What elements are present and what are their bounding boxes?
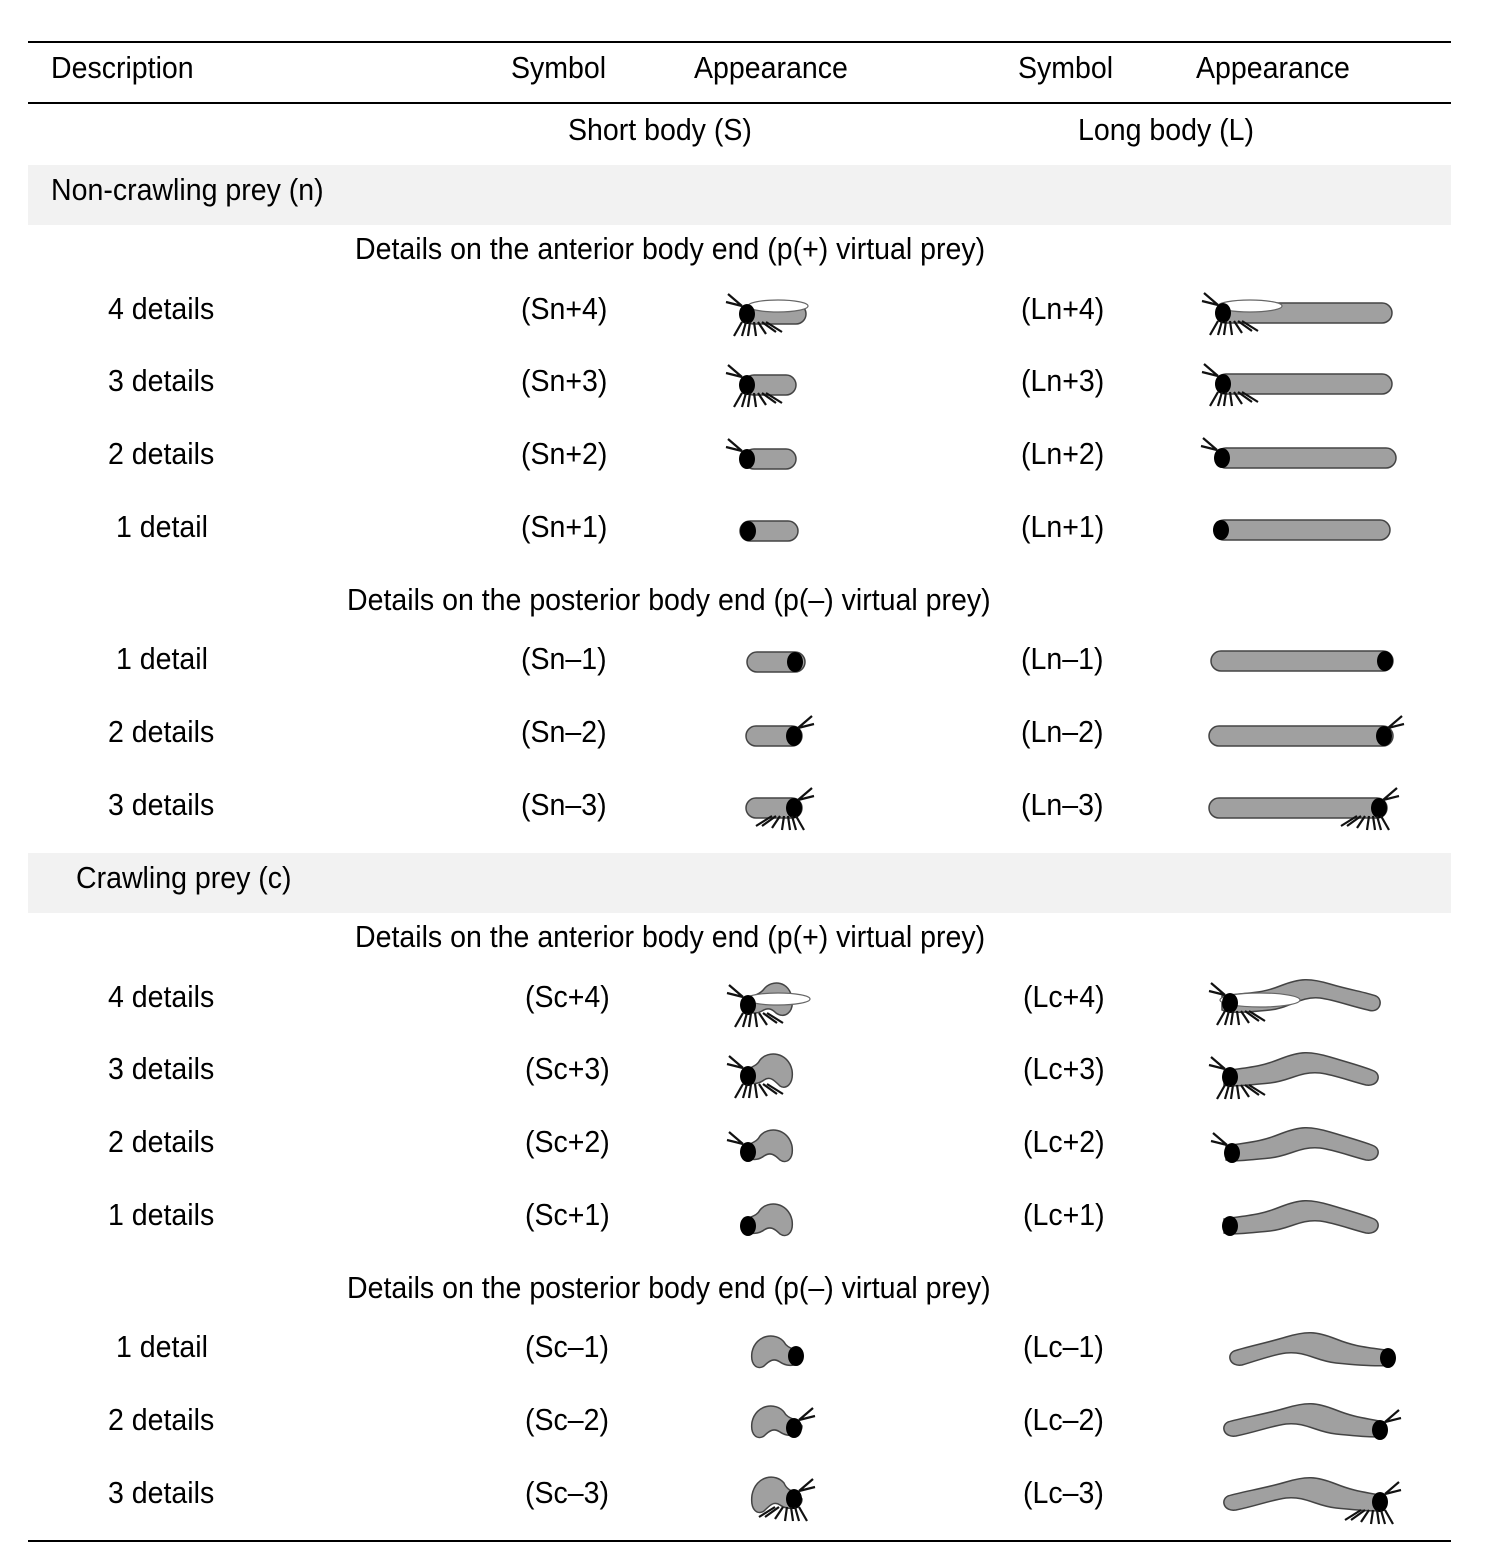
long-straight-anterior-3-details-icon — [1200, 365, 1400, 409]
row-short-symbol: (Sn+4) — [521, 291, 608, 326]
row-long-symbol: (Lc+3) — [1023, 1051, 1105, 1086]
row-long-symbol: (Lc–2) — [1023, 1402, 1104, 1437]
row-description: 1 detail — [116, 1329, 208, 1364]
short-straight-anterior-2-details-icon — [728, 440, 818, 480]
short-straight-posterior-2-details-icon — [740, 718, 820, 752]
row-description: 3 details — [108, 1051, 215, 1086]
row-description: 1 detail — [116, 509, 208, 544]
short-bent-posterior-2-details-icon — [740, 1400, 820, 1444]
short-bent-anterior-2-details-icon — [728, 1124, 818, 1168]
subsection-title-noncrawling-posterior: Details on the posterior body end (p(–) virtual prey) — [347, 582, 991, 617]
row-description: 1 detail — [116, 641, 208, 676]
subsection-title-crawling-anterior: Details on the anterior body end (p(+) virtual prey) — [355, 919, 986, 954]
row-short-symbol: (Sc+4) — [525, 979, 610, 1014]
long-wavy-posterior-3-details-icon — [1210, 1470, 1410, 1526]
short-bent-anterior-3-details-icon — [728, 1050, 818, 1100]
row-long-symbol: (Lc+4) — [1023, 979, 1105, 1014]
row-description: 3 details — [108, 787, 215, 822]
row-long-symbol: (Ln+1) — [1021, 509, 1105, 544]
long-straight-anterior-4-details-icon — [1200, 292, 1400, 336]
row-short-symbol: (Sn–1) — [521, 641, 607, 676]
row-description: 2 details — [108, 436, 215, 471]
row-short-symbol: (Sn+3) — [521, 363, 608, 398]
table-bottom-rule — [28, 1540, 1451, 1542]
short-bent-posterior-3-details-icon — [740, 1473, 820, 1523]
row-long-symbol: (Ln–3) — [1021, 787, 1104, 822]
row-long-symbol: (Ln–1) — [1021, 641, 1104, 676]
long-straight-posterior-1-detail-icon — [1205, 646, 1405, 676]
row-long-symbol: (Ln+4) — [1021, 291, 1105, 326]
header-bottom-rule — [28, 102, 1451, 104]
long-straight-posterior-3-details-icon — [1205, 790, 1405, 834]
row-long-symbol: (Ln–2) — [1021, 714, 1104, 749]
row-description: 2 details — [108, 714, 215, 749]
row-description: 4 details — [108, 291, 215, 326]
short-straight-posterior-3-details-icon — [740, 790, 820, 834]
long-straight-anterior-1-detail-icon — [1200, 512, 1400, 552]
row-short-symbol: (Sn+1) — [521, 509, 608, 544]
row-description: 2 details — [108, 1124, 215, 1159]
row-short-symbol: (Sc+3) — [525, 1051, 610, 1086]
long-wavy-posterior-2-details-icon — [1210, 1396, 1410, 1448]
long-wavy-anterior-4-details-icon — [1200, 970, 1400, 1026]
row-long-symbol: (Lc+2) — [1023, 1124, 1105, 1159]
row-description: 1 details — [108, 1197, 215, 1232]
row-short-symbol: (Sc–1) — [525, 1329, 610, 1364]
column-header-symbol-short: Symbol — [511, 50, 607, 85]
row-short-symbol: (Sc+2) — [525, 1124, 610, 1159]
section-title-crawling: Crawling prey (c) — [76, 860, 292, 895]
long-wavy-anterior-2-details-icon — [1200, 1120, 1400, 1172]
long-wavy-anterior-3-details-icon — [1200, 1045, 1400, 1101]
short-bent-anterior-1-detail-icon — [728, 1198, 818, 1242]
short-straight-anterior-4-details-icon — [728, 292, 818, 336]
long-wavy-posterior-1-detail-icon — [1210, 1325, 1410, 1377]
row-description: 4 details — [108, 979, 215, 1014]
long-wavy-anterior-1-detail-icon — [1200, 1193, 1400, 1245]
row-long-symbol: (Lc–3) — [1023, 1475, 1104, 1510]
row-long-symbol: (Lc+1) — [1023, 1197, 1105, 1232]
group-header-short-body: Short body (S) — [568, 112, 752, 147]
column-header-appearance-short: Appearance — [694, 50, 848, 85]
column-header-appearance-long: Appearance — [1196, 50, 1350, 85]
row-short-symbol: (Sc+1) — [525, 1197, 610, 1232]
row-short-symbol: (Sc–3) — [525, 1475, 610, 1510]
short-bent-anterior-4-details-icon — [728, 975, 818, 1025]
short-straight-posterior-1-detail-icon — [740, 648, 820, 678]
row-long-symbol: (Ln+3) — [1021, 363, 1105, 398]
row-description: 2 details — [108, 1402, 215, 1437]
row-long-symbol: (Ln+2) — [1021, 436, 1105, 471]
long-straight-anterior-2-details-icon — [1200, 438, 1400, 478]
subsection-title-noncrawling-anterior: Details on the anterior body end (p(+) virtual prey) — [355, 231, 986, 266]
short-bent-posterior-1-detail-icon — [740, 1330, 820, 1374]
short-straight-anterior-3-details-icon — [728, 365, 818, 409]
row-long-symbol: (Lc–1) — [1023, 1329, 1104, 1364]
column-header-description: Description — [51, 50, 194, 85]
short-straight-anterior-1-detail-icon — [728, 514, 818, 554]
group-header-long-body: Long body (L) — [1078, 112, 1255, 147]
section-title-non-crawling: Non-crawling prey (n) — [51, 172, 324, 207]
table-top-rule — [28, 41, 1451, 43]
long-straight-posterior-2-details-icon — [1205, 718, 1405, 752]
column-header-symbol-long: Symbol — [1018, 50, 1114, 85]
row-short-symbol: (Sn+2) — [521, 436, 608, 471]
row-short-symbol: (Sn–3) — [521, 787, 607, 822]
row-short-symbol: (Sn–2) — [521, 714, 607, 749]
subsection-title-crawling-posterior: Details on the posterior body end (p(–) virtual prey) — [347, 1270, 991, 1305]
row-short-symbol: (Sc–2) — [525, 1402, 610, 1437]
row-description: 3 details — [108, 1475, 215, 1510]
row-description: 3 details — [108, 363, 215, 398]
